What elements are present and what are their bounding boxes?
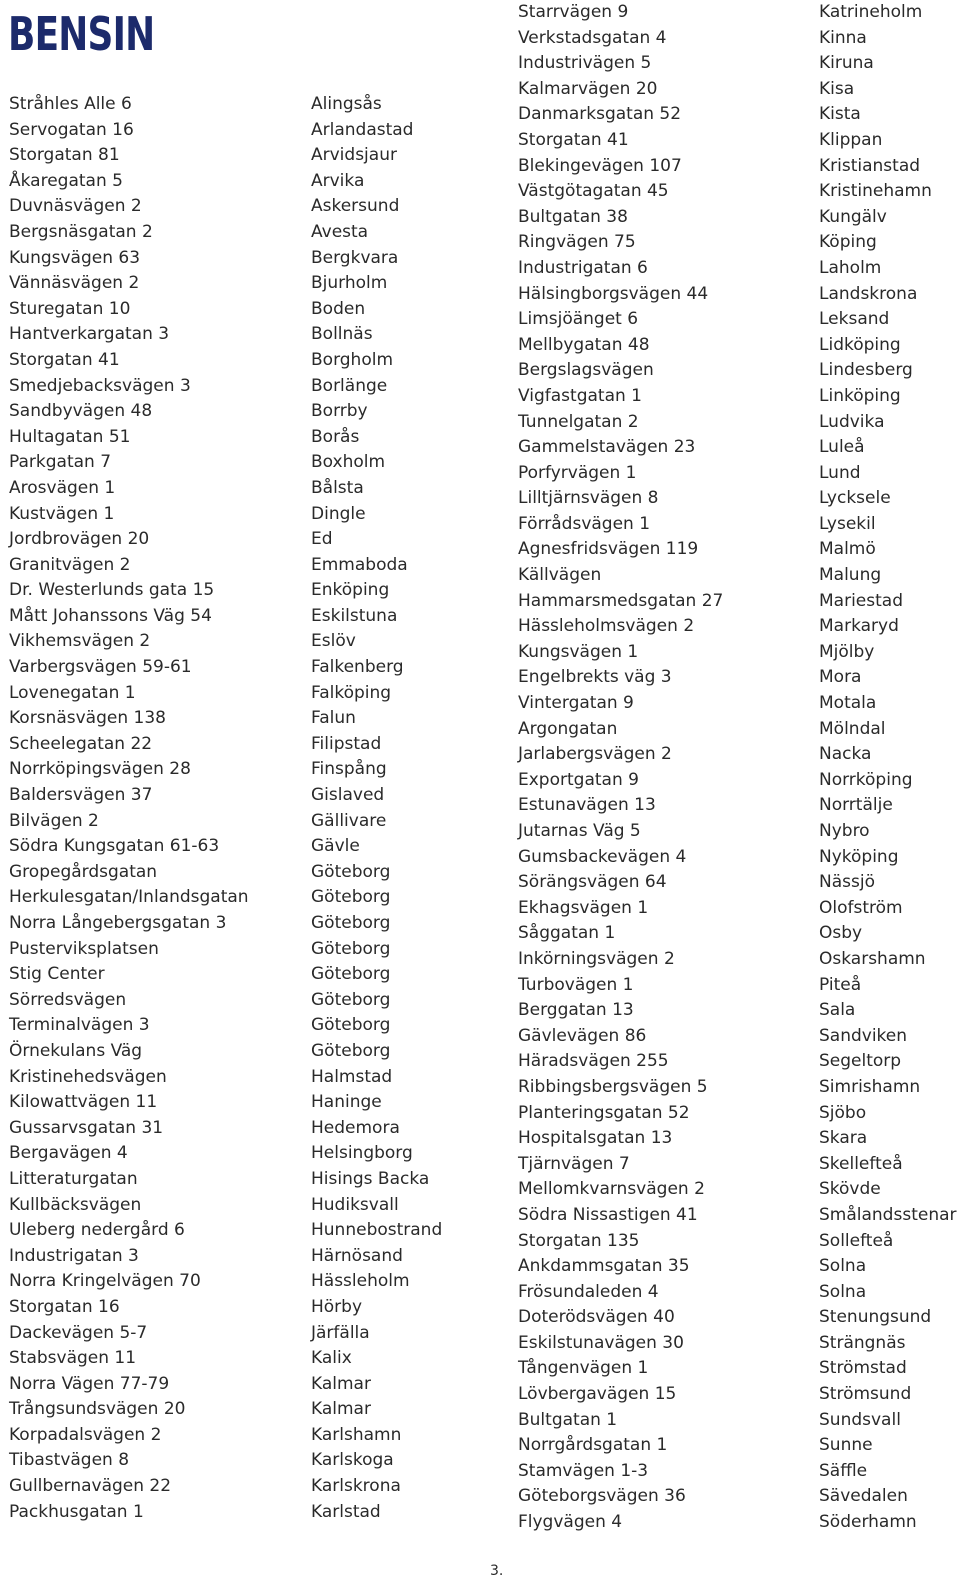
street-address: Starrvägen 9 <box>518 2 629 22</box>
city-list <box>819 0 957 1536</box>
street-address: Litteraturgatan <box>9 1168 138 1189</box>
city-name: Eskilstuna <box>311 605 398 626</box>
street-address: Ringvägen 75 <box>518 232 636 253</box>
city-name: Kiruna <box>819 53 874 74</box>
street-address: Flygvägen 4 <box>518 1512 623 1533</box>
city-name: Göteborg <box>311 964 391 985</box>
city-name: Borlänge <box>311 375 388 396</box>
street-address: Hässleholmsvägen 2 <box>518 616 695 637</box>
city-name: Bergkvara <box>311 247 399 268</box>
city-name: Karlskrona <box>311 1476 401 1497</box>
street-address: Norrköpingsvägen 28 <box>9 759 191 780</box>
street-address: Södra Kungsgatan 61-63 <box>9 836 220 857</box>
street-address: Lilltjärnsvägen 8 <box>518 488 659 509</box>
city-name: Laholm <box>819 257 882 278</box>
city-name: Sollefteå <box>819 1230 894 1251</box>
city-name: Smålandsstenar <box>819 1204 957 1225</box>
city-name: Emmaboda <box>311 554 408 575</box>
city-name: Karlstad <box>311 1501 381 1522</box>
street-address: Verkstadsgatan 4 <box>518 27 667 48</box>
street-address: Norra Kringelvägen 70 <box>9 1271 201 1292</box>
street-address: Vigfastgatan 1 <box>518 385 642 406</box>
street-address: Jarlabergsvägen 2 <box>518 744 672 765</box>
city-name: Borgholm <box>311 349 394 370</box>
street-address: Gullbernavägen 22 <box>9 1476 172 1497</box>
street-address: Örnekulans Väg <box>9 1040 143 1061</box>
street-address: Industrigatan 3 <box>9 1245 139 1266</box>
street-address: Vikhemsvägen 2 <box>9 631 151 652</box>
city-name: Falkenberg <box>311 657 404 678</box>
city-name: Strömsund <box>819 1384 912 1405</box>
page-heading: BENSIN <box>8 7 155 61</box>
street-address: Servogatan 16 <box>9 119 134 140</box>
city-name: Segeltorp <box>819 1051 902 1072</box>
street-address: Berggatan 13 <box>518 1000 634 1021</box>
city-name: Piteå <box>819 974 862 995</box>
street-address: Jutarnas Väg 5 <box>518 821 641 841</box>
street-address: Storgatan 81 <box>9 145 120 166</box>
street-address: Tångenvägen 1 <box>518 1358 649 1379</box>
city-name: Landskrona <box>819 283 918 304</box>
street-address: Parkgatan 7 <box>9 452 112 473</box>
street-address: Lövbergavägen 15 <box>518 1384 677 1405</box>
city-name: Kista <box>819 104 861 125</box>
street-address: Baldersvägen 37 <box>9 785 153 806</box>
street-address: Kungsvägen 1 <box>518 641 639 662</box>
street-address: Kullbäcksvägen <box>9 1194 142 1215</box>
city-name: Sandviken <box>819 1025 908 1046</box>
city-name: Bjurholm <box>311 273 388 294</box>
street-address: Bergslagsvägen <box>518 360 654 381</box>
city-name: Malung <box>819 565 882 586</box>
city-name: Göteborg <box>311 887 391 908</box>
street-address: Mellbygatan 48 <box>518 334 650 355</box>
street-address: Kilowattvägen 11 <box>9 1092 158 1113</box>
city-name: Arvidsjaur <box>311 145 397 166</box>
street-address: Kustvägen 1 <box>9 503 115 524</box>
street-address: Hantverkargatan 3 <box>9 324 170 345</box>
city-name: Filipstad <box>311 733 382 754</box>
city-name: Nyköping <box>819 846 899 867</box>
city-name: Lycksele <box>819 488 891 509</box>
street-address: Trångsundsvägen 20 <box>9 1399 186 1420</box>
street-address: Stamvägen 1-3 <box>518 1460 649 1481</box>
city-list <box>311 92 442 1525</box>
street-address: Södra Nissastigen 41 <box>518 1204 698 1225</box>
city-name: Simrishamn <box>819 1076 921 1097</box>
street-address: Engelbrekts väg 3 <box>518 667 672 688</box>
city-name: Strängnäs <box>819 1332 906 1353</box>
street-address: Kristinehedsvägen <box>9 1066 167 1087</box>
city-name: Gislaved <box>311 785 385 806</box>
city-name: Gällivare <box>311 810 387 831</box>
city-name: Askersund <box>311 196 400 217</box>
city-name: Solna <box>819 1281 867 1302</box>
city-name: Mora <box>819 667 862 688</box>
street-address: Gussarvsgatan 31 <box>9 1117 164 1138</box>
street-address: Vintergatan 9 <box>518 693 634 714</box>
city-name: Mjölby <box>819 641 875 662</box>
city-name: Hörby <box>311 1296 363 1317</box>
city-name: Kalmar <box>311 1373 371 1394</box>
city-name: Gävle <box>311 836 360 857</box>
city-name: Göteborg <box>311 861 391 882</box>
city-name: Oskarshamn <box>819 948 926 969</box>
street-address: Granitvägen 2 <box>9 554 131 575</box>
street-address: Tunnelgatan 2 <box>518 411 639 432</box>
city-name: Osby <box>819 923 863 944</box>
city-name: Helsingborg <box>311 1143 413 1164</box>
street-address: Bultgatan 1 <box>518 1409 618 1430</box>
city-name: Ludvika <box>819 411 885 432</box>
city-name: Säffle <box>819 1460 868 1481</box>
city-name: Finspång <box>311 759 387 780</box>
city-name: Kungälv <box>819 206 887 227</box>
street-address: Hammarsmedsgatan 27 <box>518 590 724 611</box>
street-address: Västgötagatan 45 <box>518 181 669 202</box>
street-address: Turbovägen 1 <box>518 974 634 995</box>
street-address: Bergavägen 4 <box>9 1143 128 1164</box>
page-number: 3. <box>490 1563 504 1579</box>
street-address: Pusterviksplatsen <box>9 938 159 959</box>
city-name: Solna <box>819 1256 867 1277</box>
street-address: Mellomkvarnsvägen 2 <box>518 1179 705 1200</box>
street-address: Exportgatan 9 <box>518 769 639 790</box>
street-address: Smedjebacksvägen 3 <box>9 375 191 396</box>
street-address: Industrivägen 5 <box>518 53 652 74</box>
street-address: Källvägen <box>518 565 602 586</box>
city-name: Sunne <box>819 1435 873 1456</box>
street-address: Terminalvägen 3 <box>9 1015 150 1036</box>
street-address: Arosvägen 1 <box>9 477 116 498</box>
street-address: Inkörningsvägen 2 <box>518 948 675 969</box>
street-address: Göteborgsvägen 36 <box>518 1486 686 1507</box>
city-name: Köping <box>819 232 877 253</box>
street-address: Limsjöänget 6 <box>518 309 639 330</box>
street-address: Hultagatan 51 <box>9 426 131 447</box>
city-name: Nybro <box>819 821 870 841</box>
street-address-list <box>9 92 249 1525</box>
street-address: Ankdammsgatan 35 <box>518 1256 690 1277</box>
city-name: Norrtälje <box>819 795 893 816</box>
city-name: Falköping <box>311 682 392 703</box>
street-address: Lovenegatan 1 <box>9 682 136 703</box>
city-name: Linköping <box>819 385 901 406</box>
city-name: Hudiksvall <box>311 1194 399 1215</box>
city-name: Markaryd <box>819 616 899 637</box>
street-address: Storgatan 41 <box>518 129 629 150</box>
city-name: Nässjö <box>819 872 875 893</box>
city-name: Avesta <box>311 221 369 242</box>
street-address: Storgatan 135 <box>518 1230 640 1251</box>
street-address: Mått Johanssons Väg 54 <box>9 605 212 626</box>
city-name: Borrby <box>311 401 368 422</box>
city-name: Arvika <box>311 170 365 191</box>
city-name: Arlandastad <box>311 119 414 140</box>
street-address: Norrgårdsgatan 1 <box>518 1435 668 1456</box>
city-name: Halmstad <box>311 1066 393 1087</box>
street-address: Doterödsvägen 40 <box>518 1307 675 1328</box>
street-address: Sandbyvägen 48 <box>9 401 153 422</box>
city-name: Göteborg <box>311 989 391 1010</box>
city-name: Bollnäs <box>311 324 373 345</box>
street-address: Dackevägen 5-7 <box>9 1322 148 1343</box>
city-name: Göteborg <box>311 938 391 959</box>
street-address: Eskilstunavägen 30 <box>518 1332 684 1353</box>
city-name: Skövde <box>819 1179 881 1200</box>
street-address: Argongatan <box>518 718 618 739</box>
city-name: Boden <box>311 298 366 319</box>
street-address: Kalmarvägen 20 <box>518 78 658 99</box>
street-address: Bilvägen 2 <box>9 810 99 831</box>
street-address: Dr. Westerlunds gata 15 <box>9 580 215 601</box>
street-address: Planteringsgatan 52 <box>518 1102 690 1123</box>
street-address: Kungsvägen 63 <box>9 247 141 268</box>
street-address: Häradsvägen 255 <box>518 1051 669 1072</box>
city-name: Mölndal <box>819 718 886 739</box>
city-name: Lysekil <box>819 513 876 534</box>
street-address-list <box>518 0 723 1536</box>
street-address: Varbergsvägen 59-61 <box>9 657 192 678</box>
city-name: Söderhamn <box>819 1512 917 1533</box>
city-name: Järfälla <box>311 1322 370 1343</box>
street-address: Korpadalsvägen 2 <box>9 1424 162 1445</box>
street-address: Storgatan 16 <box>9 1296 120 1317</box>
city-name: Kalix <box>311 1348 352 1369</box>
street-address: Sörängsvägen 64 <box>518 872 667 893</box>
city-name: Lidköping <box>819 334 901 355</box>
street-address: Bergsnäsgatan 2 <box>9 221 153 242</box>
city-name: Olofström <box>819 897 903 918</box>
city-name: Kristianstad <box>819 155 921 176</box>
city-name: Boxholm <box>311 452 386 473</box>
city-name: Katrineholm <box>819 2 923 22</box>
city-name: Dingle <box>311 503 366 524</box>
street-address: Tjärnvägen 7 <box>518 1153 630 1174</box>
city-name: Sala <box>819 1000 856 1021</box>
city-name: Luleå <box>819 437 865 458</box>
street-address: Norra Långebergsgatan 3 <box>9 913 227 933</box>
street-address: Tibastvägen 8 <box>9 1450 130 1471</box>
city-name: Karlshamn <box>311 1424 402 1445</box>
city-name: Lindesberg <box>819 360 913 381</box>
city-name: Hisings Backa <box>311 1168 430 1189</box>
city-name: Lund <box>819 462 861 483</box>
street-address: Jordbrovägen 20 <box>9 529 150 550</box>
city-name: Stenungsund <box>819 1307 932 1328</box>
city-name: Klippan <box>819 129 883 150</box>
city-name: Kalmar <box>311 1399 371 1420</box>
street-address: Danmarksgatan 52 <box>518 104 682 125</box>
city-name: Sundsvall <box>819 1409 901 1430</box>
street-address: Stabsvägen 11 <box>9 1348 137 1369</box>
street-address: Såggatan 1 <box>518 923 616 944</box>
city-name: Nacka <box>819 744 872 765</box>
street-address: Gropegårdsgatan <box>9 861 158 882</box>
street-address: Porfyrvägen 1 <box>518 462 637 483</box>
city-name: Falun <box>311 708 356 729</box>
street-address: Stråhles Alle 6 <box>9 94 132 114</box>
street-address: Packhusgatan 1 <box>9 1501 144 1522</box>
street-address: Förrådsvägen 1 <box>518 513 651 534</box>
street-address: Hälsingborgsvägen 44 <box>518 283 709 304</box>
city-name: Skara <box>819 1128 868 1149</box>
street-address: Hospitalsgatan 13 <box>518 1128 673 1149</box>
street-address: Frösundaleden 4 <box>518 1281 659 1302</box>
street-address: Estunavägen 13 <box>518 795 656 816</box>
city-name: Bålsta <box>311 477 364 498</box>
city-name: Alingsås <box>311 94 382 114</box>
street-address: Ekhagsvägen 1 <box>518 897 649 918</box>
city-name: Göteborg <box>311 1015 391 1036</box>
city-name: Kinna <box>819 27 867 48</box>
city-name: Skellefteå <box>819 1153 903 1174</box>
city-name: Borås <box>311 426 360 447</box>
city-name: Göteborg <box>311 913 391 933</box>
street-address: Gumsbackevägen 4 <box>518 846 687 867</box>
city-name: Sjöbo <box>819 1102 867 1123</box>
street-address: Korsnäsvägen 138 <box>9 708 166 729</box>
city-name: Eslöv <box>311 631 356 652</box>
city-name: Mariestad <box>819 590 903 611</box>
city-name: Ed <box>311 529 333 550</box>
street-address: Ribbingsbergsvägen 5 <box>518 1076 708 1097</box>
street-address: Duvnäsvägen 2 <box>9 196 142 217</box>
street-address: Sörredsvägen <box>9 989 127 1010</box>
street-address: Storgatan 41 <box>9 349 120 370</box>
street-address: Gammelstavägen 23 <box>518 437 696 458</box>
city-name: Leksand <box>819 309 890 330</box>
street-address: Industrigatan 6 <box>518 257 648 278</box>
street-address: Agnesfridsvägen 119 <box>518 539 699 560</box>
street-address: Herkulesgatan/Inlandsgatan <box>9 887 249 908</box>
city-name: Göteborg <box>311 1040 391 1061</box>
city-name: Malmö <box>819 539 876 560</box>
city-name: Hunnebostrand <box>311 1220 443 1241</box>
city-name: Karlskoga <box>311 1450 394 1471</box>
city-name: Enköping <box>311 580 390 601</box>
city-name: Motala <box>819 693 877 714</box>
street-address: Sturegatan 10 <box>9 298 131 319</box>
street-address: Stig Center <box>9 964 105 985</box>
city-name: Haninge <box>311 1092 382 1113</box>
street-address: Scheelegatan 22 <box>9 733 153 754</box>
street-address: Norra Vägen 77-79 <box>9 1373 170 1394</box>
city-name: Kristinehamn <box>819 181 932 202</box>
street-address: Åkaregatan 5 <box>9 170 123 191</box>
city-name: Kisa <box>819 78 855 99</box>
street-address: Gävlevägen 86 <box>518 1025 647 1046</box>
city-name: Hässleholm <box>311 1271 410 1292</box>
street-address: Vännäsvägen 2 <box>9 273 140 294</box>
street-address: Blekingevägen 107 <box>518 155 682 176</box>
city-name: Härnösand <box>311 1245 403 1266</box>
street-address: Bultgatan 38 <box>518 206 628 227</box>
city-name: Hedemora <box>311 1117 400 1138</box>
city-name: Strömstad <box>819 1358 907 1379</box>
street-address: Uleberg nedergård 6 <box>9 1220 185 1241</box>
city-name: Norrköping <box>819 769 913 790</box>
city-name: Sävedalen <box>819 1486 908 1507</box>
